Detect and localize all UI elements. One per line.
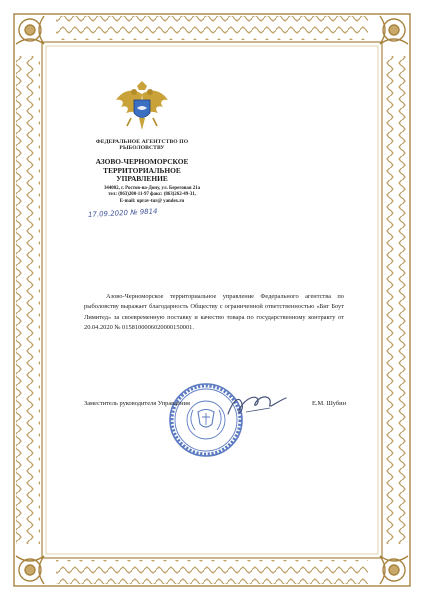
signer-name: Е.М. Шубин [311, 400, 346, 407]
agency-name: ФЕДЕРАЛЬНОЕ АГЕНТСТВО ПО РЫБОЛОВСТВУ [95, 139, 189, 152]
phone-line: тел: (863)200-11-97 факс: (863)262-49-31, [108, 192, 196, 198]
signer-position: Заместитель руководителя Управления [84, 400, 190, 407]
contact-block [84, 186, 220, 205]
agency-emblem-icon [113, 80, 171, 136]
email-line: E-mail: uprav-tur@ yandex.ru [119, 198, 185, 204]
signature-row [84, 400, 346, 410]
department-name: АЗОВО-ЧЕРНОМОРСКОЕ ТЕРРИТОРИАЛЬНОЕ УПРАВЛЕНИЕ [95, 157, 189, 184]
handwritten-outgoing-number: 17.09.2020 № 9814 [87, 207, 158, 219]
address-line: 344002, г. Ростов-на-Дону, ул. Береговая 21а [103, 186, 201, 191]
letter-body: Азово-Черноморское территориальное управление Федерального агентства по рыболовству выражает благодарность Обществу с ограниченной ответственностью «Биг Боут Лимитед» за своевременную поставку и качество товара по государственному контракту от 20.04.2020 № 0158100006020000150001. [84, 293, 344, 332]
